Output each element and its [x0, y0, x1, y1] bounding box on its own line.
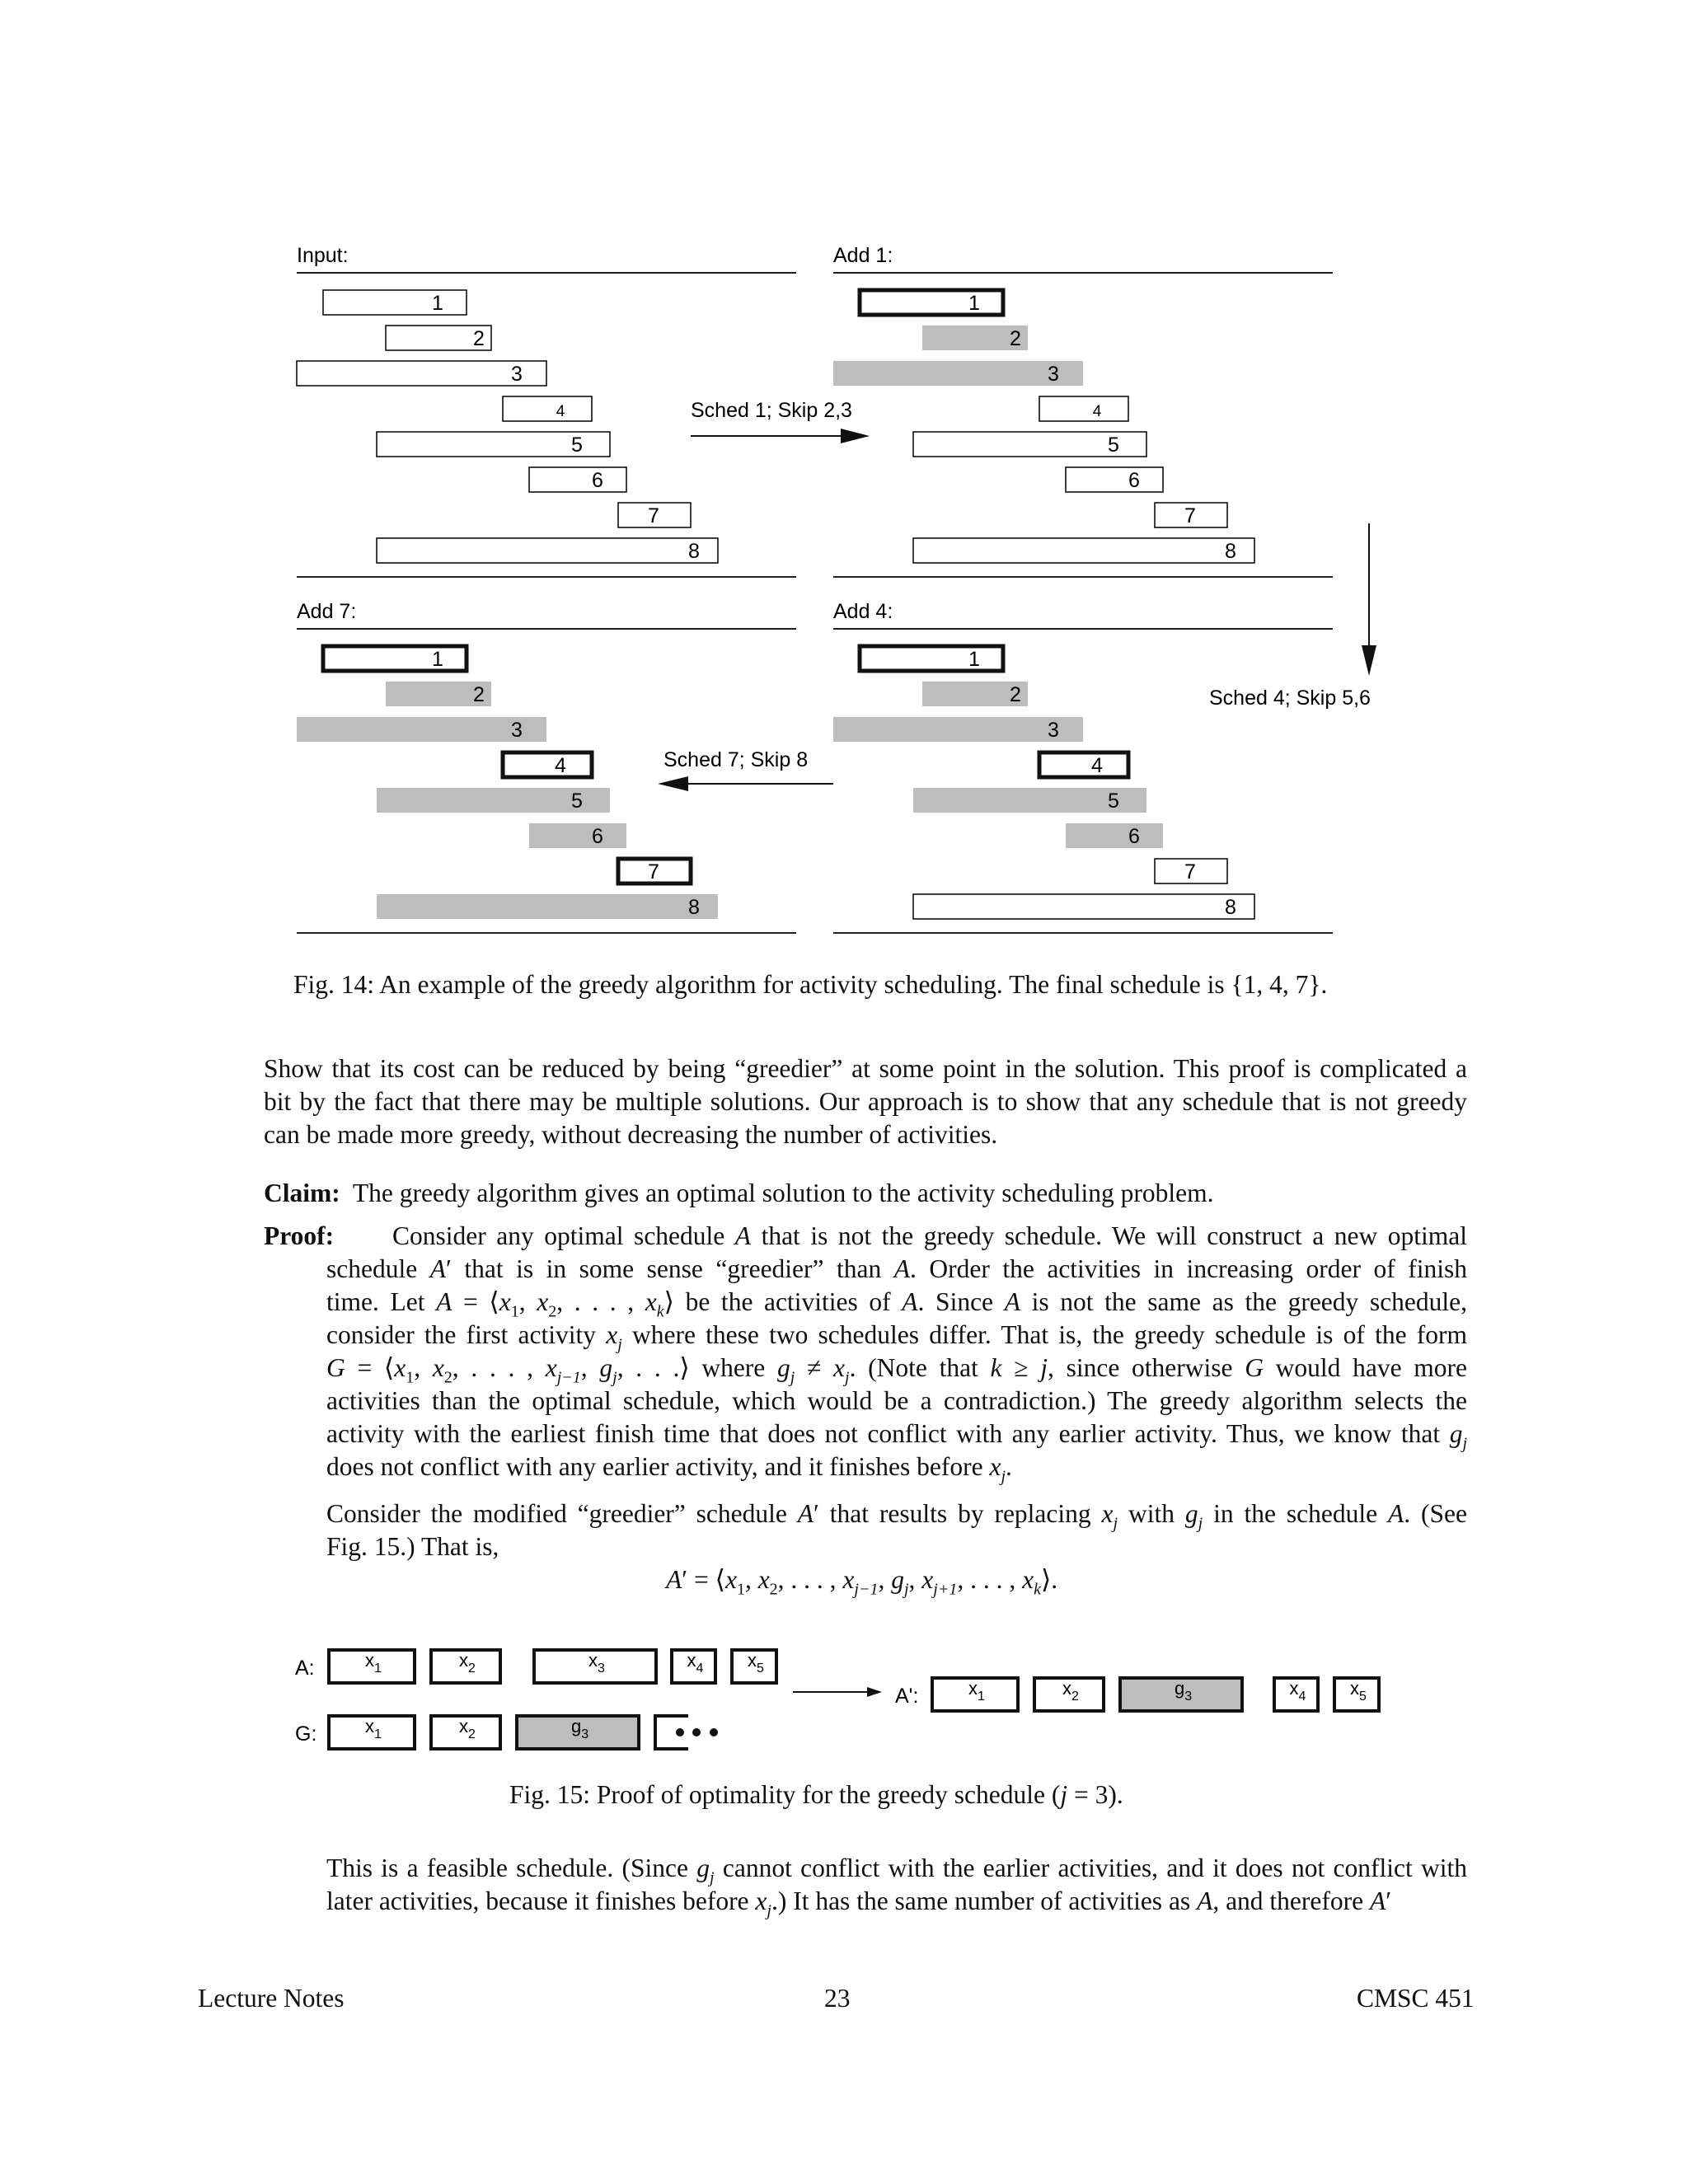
activity-number: 1 [968, 292, 980, 315]
panel [833, 244, 1333, 577]
activity-number: 2 [1010, 683, 1021, 706]
activity-interval-selected [860, 646, 1003, 671]
activity-box-label: $x_1$ [968, 1678, 985, 1704]
row-label: G: [295, 1722, 317, 1746]
activity-box-label: $x_1$ [365, 1650, 382, 1675]
activity-number: 3 [511, 363, 523, 386]
activity-number: 8 [688, 540, 700, 563]
activity-number: 5 [1108, 790, 1119, 813]
activity-interval [1039, 396, 1128, 421]
equation: $A' = ⟨x_1$, $x_2$, . . . , $x_{j-1}$, $g_j$, $x_{j+1}$, . . . , $x_k⟩$. [666, 1565, 1058, 1599]
arrow-head [841, 429, 870, 443]
proof-line: activities than the optimal schedule, which would be a contradiction.) The greedy algorithm selects the [326, 1386, 1467, 1415]
arrow-label: Sched 7; Skip 8 [663, 748, 809, 771]
activity-number: 6 [1128, 825, 1140, 848]
intro-line: bit by the fact that there may be multiple solutions. Our approach is to show that any schedule that is not greedy [264, 1087, 1467, 1116]
arrow-label: Sched 4; Skip 5,6 [1209, 687, 1371, 710]
panel-label: Add 1: [833, 244, 893, 267]
proof-label: Proof: [264, 1221, 335, 1250]
activity-interval-selected [503, 752, 592, 777]
activity-number: 4 [555, 754, 566, 777]
activity-box-label: $g_3$ [1175, 1678, 1193, 1704]
proof-line: does not conflict with any earlier activity, and it finishes before $x_j$. [326, 1452, 1012, 1486]
claim-label: Claim: [264, 1179, 340, 1207]
activity-number: 4 [1092, 403, 1102, 420]
activity-interval [1066, 467, 1163, 492]
activity-interval [529, 467, 626, 492]
row-label: A: [295, 1657, 315, 1680]
activity-number: 1 [432, 648, 443, 671]
activity-interval [913, 894, 1254, 919]
activity-interval-selected [860, 290, 1003, 315]
panel-label: Add 7: [297, 600, 357, 623]
proof-line: $G = ⟨x_1$, $x_2$, . . . , $x_{j-1}$, $g_j$, . . .⟩ where $g_j \ne x_j$. (Note that k ≥ j, since otherwise G would have more [326, 1353, 1468, 1387]
row-a [295, 1650, 776, 1683]
activity-number: 6 [1128, 469, 1140, 492]
ellipsis-dot [692, 1728, 701, 1736]
activity-number: 8 [1225, 896, 1236, 919]
proof-line: time. Let $A = ⟨x_1$, $x_2$, . . . , $x_k⟩$ be the activities of A. Since A is not the same as the greedy schedule, [326, 1287, 1468, 1321]
activity-box-label: $x_3$ [588, 1650, 605, 1675]
activity-interval-selected [1039, 752, 1128, 777]
claim [264, 1177, 1213, 1210]
intro-line: Show that its cost can be reduced by being “greedier” at some point in the solution. This proof is complicated a [264, 1054, 1467, 1083]
activity-box-label: $g_3$ [571, 1716, 589, 1741]
ellipsis-dot [676, 1728, 684, 1736]
figure-14-caption [293, 968, 1327, 1001]
claim-text: The greedy algorithm gives an optimal solution to the activity scheduling problem. [352, 1179, 1214, 1207]
activity-interval-skipped [1066, 823, 1163, 848]
text-line: Consider the modified “greedier” schedule A′ that results by replacing $x_j$ with $g_j$ in the schedule A. (See [326, 1499, 1467, 1533]
arrow-head [867, 1687, 882, 1697]
panel-label: Add 4: [833, 600, 893, 623]
activity-interval-skipped [529, 823, 626, 848]
activity-number: 6 [592, 469, 603, 492]
footer-left: Lecture Notes [198, 1984, 345, 2013]
activity-box-label: $x_5$ [1350, 1678, 1367, 1704]
proof-line: consider the first activity $x_j$ where these two schedules differ. That is, the greedy schedule is of the form [326, 1320, 1468, 1354]
activity-number: 5 [1108, 434, 1119, 457]
activity-number: 2 [473, 327, 485, 350]
ellipsis-dot [710, 1728, 718, 1736]
activity-box-label: $x_2$ [459, 1650, 476, 1675]
proof-line: schedule A′ that is in some sense “greedier” than A. Order the activities in increasing order of finish [326, 1254, 1467, 1283]
proof-line: activity with the earliest finish time that does not conflict with any earlier activity. Thus, we know that $g_j$ [326, 1419, 1467, 1453]
row-a-prime [895, 1678, 1379, 1711]
intro-line: can be made more greedy, without decreasing the number of activities. [264, 1120, 998, 1149]
text-line: Fig. 15.) That is, [326, 1532, 499, 1561]
figure-14 [0, 0, 1688, 972]
row-g [295, 1716, 718, 1749]
activity-interval [297, 361, 546, 386]
activity-number: 7 [648, 860, 659, 883]
activity-number: 2 [473, 683, 485, 706]
activity-interval [503, 396, 592, 421]
activity-number: 5 [571, 434, 583, 457]
activity-number: 7 [648, 504, 659, 527]
activity-number: 3 [1048, 363, 1059, 386]
activity-interval-skipped [377, 894, 718, 919]
row-label: A': [895, 1685, 919, 1708]
activity-number: 7 [1184, 860, 1196, 883]
caption-set: {1, 4, 7}. [1231, 970, 1328, 999]
activity-interval-selected [323, 646, 467, 671]
activity-box-label: $x_4$ [1289, 1678, 1306, 1704]
activity-number: 6 [592, 825, 603, 848]
activity-box-label: $x_2$ [459, 1716, 476, 1741]
activity-number: 8 [1225, 540, 1236, 563]
activity-box-label: $x_2$ [1062, 1678, 1079, 1704]
activity-box-label: $x_4$ [687, 1650, 704, 1675]
caption-text: Fig. 14: An example of the greedy algorithm for activity scheduling. The final schedule is [293, 970, 1231, 999]
activity-number: 1 [968, 648, 980, 671]
footer-right: CMSC 451 [1357, 1984, 1475, 2013]
page-number: 23 [824, 1984, 851, 2013]
activity-number: 4 [1091, 754, 1103, 777]
activity-box-label: $x_5$ [748, 1650, 764, 1675]
activity-number: 5 [571, 790, 583, 813]
activity-interval [377, 538, 718, 563]
activity-number: 3 [511, 719, 523, 742]
panel [833, 600, 1333, 933]
activity-number: 4 [556, 403, 565, 420]
proof-line: Consider any optimal schedule A that is not the greedy schedule. We will construct a new optimal [392, 1221, 1467, 1250]
activity-number: 3 [1048, 719, 1059, 742]
text-line: This is a feasible schedule. (Since $g_j$ cannot conflict with the earlier activities, and it does not conflict with [326, 1854, 1467, 1887]
activity-interval-skipped [833, 717, 1083, 742]
panel-label: Input: [297, 244, 349, 267]
activity-box-label: $x_1$ [365, 1716, 382, 1741]
activity-number: 8 [688, 896, 700, 919]
figure-15-caption: Fig. 15: Proof of optimality for the greedy schedule (j = 3). [509, 1780, 1123, 1809]
activity-number: 1 [432, 292, 443, 315]
activity-interval [913, 538, 1254, 563]
arrow-head [658, 776, 688, 791]
arrow-head [1362, 645, 1376, 676]
activity-number: 2 [1010, 327, 1021, 350]
arrow-label: Sched 1; Skip 2,3 [691, 399, 852, 422]
activity-interval-skipped [833, 361, 1083, 386]
activity-interval [323, 290, 467, 315]
activity-interval-skipped [297, 717, 546, 742]
activity-number: 7 [1184, 504, 1196, 527]
text-line: later activities, because it finishes before $x_j$.) It has the same number of activities as A, and therefore A′ [326, 1886, 1392, 1920]
figure-15 [0, 1632, 1688, 1764]
